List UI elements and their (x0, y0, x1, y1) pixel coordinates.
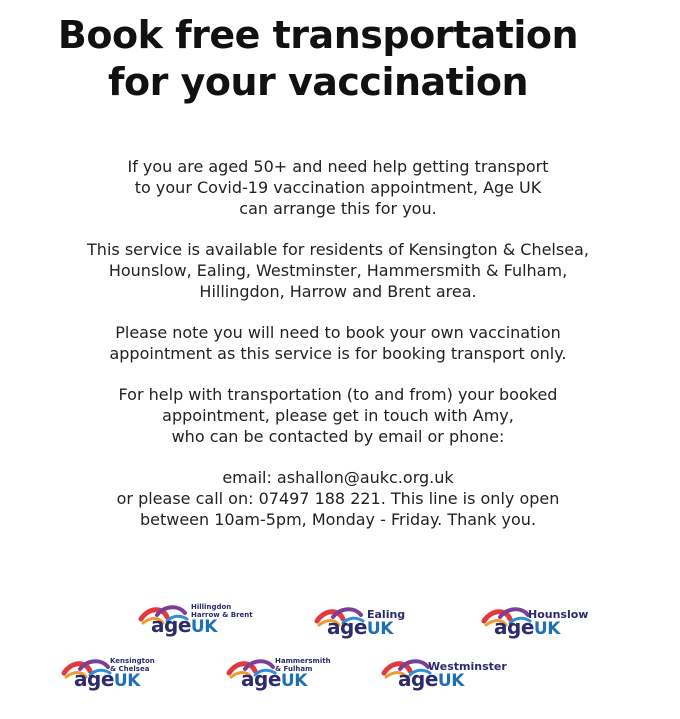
logo-region-label (367, 609, 405, 621)
region-line: & Chelsea (110, 665, 150, 673)
logo-uk-text: UK (190, 617, 217, 637)
logo-age-text: age (494, 615, 534, 639)
logo-westminster (380, 657, 510, 691)
text-line: Hounslow, Ealing, Westminster, Hammersmith & Fulham, (108, 261, 568, 280)
region-line: Hounslow (528, 608, 589, 621)
title-line-1: Book free transportation (57, 13, 579, 57)
service-area-paragraph (0, 239, 676, 302)
text-line: can arrange this for you. (239, 199, 437, 218)
logo-age-text: age (74, 667, 114, 691)
logo-uk-text: UK (366, 619, 393, 639)
logo-age-text: age (398, 667, 438, 691)
region-line: Hillingdon (191, 603, 232, 611)
logo-age-text: age (241, 667, 281, 691)
contact-details-paragraph (0, 467, 676, 530)
region-line: Westminster (428, 660, 507, 673)
logo-uk-text: UK (113, 671, 140, 691)
logo-region-label (110, 657, 155, 673)
region-line: Hammersmith (275, 657, 331, 665)
text-line: If you are aged 50+ and need help getting transport (127, 157, 549, 176)
region-line: Kensington (110, 657, 155, 665)
logo-hillingdon-harrow-brent (137, 603, 257, 637)
logo-uk-text: UK (437, 671, 464, 691)
logo-age-text: age (327, 615, 367, 639)
logo-region-label (428, 661, 507, 673)
logo-uk-text: UK (533, 619, 560, 639)
logo-region-label (528, 609, 588, 621)
phone-line: or please call on: 07497 188 221. This line is only open (116, 489, 560, 508)
logo-ealing (313, 605, 413, 639)
logo-hounslow (480, 605, 590, 639)
logo-age-text: age (151, 613, 191, 637)
text-line: For help with transportation (to and from) your booked (118, 385, 558, 404)
logo-uk-text: UK (280, 671, 307, 691)
text-line: to your Covid-19 vaccination appointment, Age UK (134, 178, 542, 197)
info-body (0, 156, 676, 550)
page-title (0, 12, 636, 106)
text-line: who can be contacted by email or phone: (171, 427, 505, 446)
hours-line: between 10am-5pm, Monday - Friday. Thank you. (139, 510, 537, 529)
email-line: email: ashallon@aukc.org.uk (222, 468, 454, 487)
region-line: & Fulham (275, 665, 313, 673)
contact-intro-paragraph (0, 384, 676, 447)
logo-region-label (275, 657, 331, 673)
logo-hammersmith-fulham (225, 657, 335, 691)
title-line-2: for your vaccination (107, 60, 529, 104)
region-line: Ealing (367, 608, 406, 621)
text-line: appointment as this service is for booking transport only. (109, 344, 567, 363)
text-line: appointment, please get in touch with Amy, (162, 406, 514, 425)
logo-region-label (191, 603, 253, 619)
text-line: Hillingdon, Harrow and Brent area. (199, 282, 477, 301)
region-line: Harrow & Brent (191, 611, 253, 619)
text-line: Please note you will need to book your own vaccination (115, 323, 561, 342)
text-line: This service is available for residents of Kensington & Chelsea, (87, 240, 589, 259)
booking-note-paragraph (0, 322, 676, 364)
intro-paragraph (0, 156, 676, 219)
logo-kensington-chelsea (60, 657, 160, 691)
